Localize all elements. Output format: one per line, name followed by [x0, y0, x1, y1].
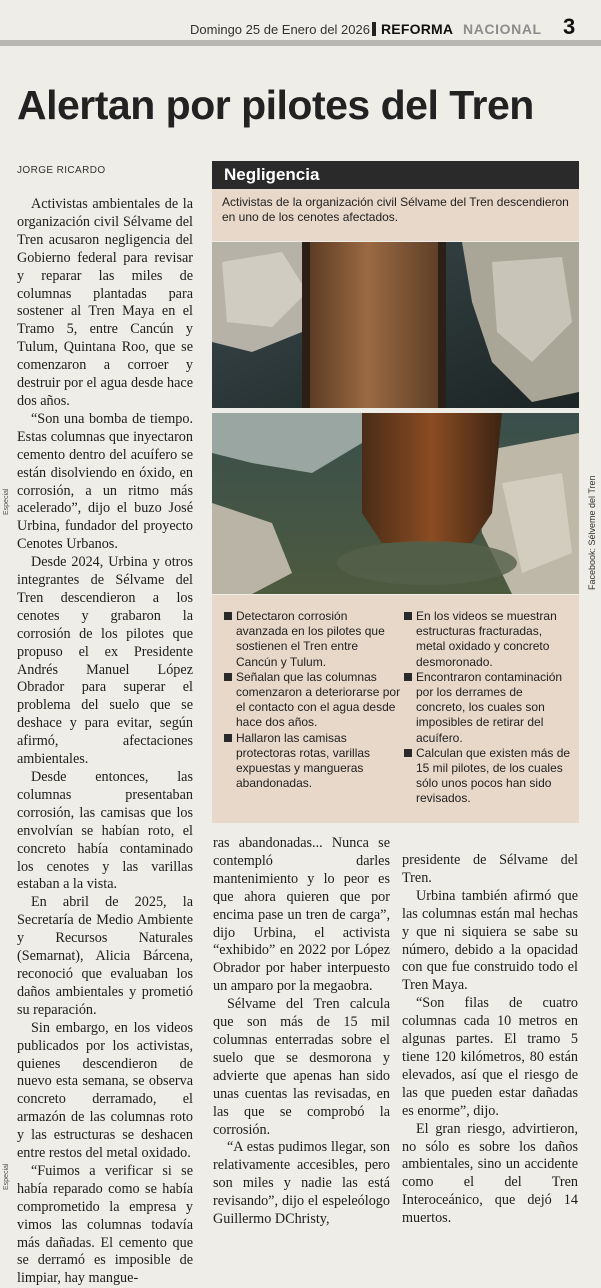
photo-pillar-underwater — [212, 242, 579, 408]
square-bullet-icon — [404, 673, 412, 681]
headline: Alertan por pilotes del Tren — [17, 82, 534, 128]
bullet-text: Hallaron las camisas protectoras rotas, varillas expuestas y mangueras abandonadas. — [236, 730, 371, 791]
issue-date: Domingo 25 de Enero del 2026 — [190, 22, 370, 37]
bullet-item — [224, 731, 402, 792]
paragraph: “Fuimos a verificar si se había reparado como se había comprometido la empresa y vimos las columnas todavía más dañadas. El cemento que se derramó es imposible de limpiar, hay mangue- — [17, 1162, 193, 1287]
paragraph: Desde 2024, Urbina y otros integrantes de Sélvame del Tren descendieron a los cenotes y grabaron la corrosión de los pilotes que propuso el ex Presidente Andrés Manuel López Obrador para superar el problema del suelo que se deshace y para evitar, según afirmó, afectaciones ambientales. — [17, 554, 193, 768]
bullet-item — [224, 670, 402, 731]
paragraph: Activistas ambientales de la organización civil Sélvame del Tren acusaron negligencia del Gobierno federal para revisar y reparar las miles de columnas plantadas para sostener al Tren Maya en el Tramo 5, entre Cancún y Tulum, Quintana Roo, que se comenzaron a corroer y destruir por el agua desde hace dos años. — [17, 196, 193, 409]
square-bullet-icon — [224, 673, 232, 681]
header-separator — [372, 22, 376, 36]
paragraph: “Son filas de cuatro columnas cada 10 metros en algunas partes. El tramo 5 tiene 120 kilómetros, 80 están elevados, así que el riesgo de las que pueden estar dañadas es enorme”, dijo. — [402, 995, 578, 1119]
bullet-text: Señalan que las columnas comenzaron a deteriorarse por el contacto con el agua desde hace dos años. — [236, 669, 401, 730]
bullet-text: Calculan que existen más de 15 mil pilotes, de los cuales sólo unos pocos han sido revisados. — [416, 745, 571, 806]
bullet-item — [404, 746, 574, 807]
article-column-2 — [213, 835, 390, 1229]
bullet-item — [404, 609, 574, 670]
side-credit-top: Especial — [3, 488, 10, 515]
bullet-text: En los videos se muestran estructuras fracturadas, metal oxidado y concreto desmoronado. — [416, 609, 557, 669]
square-bullet-icon — [224, 612, 232, 620]
paragraph: presidente de Sélvame del Tren. — [402, 852, 578, 886]
box-title: Negligencia — [224, 165, 320, 184]
paragraph: En abril de 2025, la Secretaría de Medio Ambiente y Recursos Naturales (Semarnat), Alicia Bárcena, reconoció que evaluaban los daños ambientales y prometió su reparación. — [17, 894, 193, 1018]
sidebar-box — [212, 157, 579, 822]
square-bullet-icon — [224, 734, 232, 742]
photo-corroded-pillar — [212, 413, 579, 594]
bullet-panel — [212, 595, 579, 823]
section-name: NACIONAL — [463, 21, 542, 37]
paragraph: Urbina también afirmó que las columnas están mal hechas y que ni siquiera se sabe su número, debido a la opacidad con que fue construido todo el Tren Maya. — [402, 887, 578, 994]
byline: JORGE RICARDO — [17, 165, 106, 176]
bullet-text: Encontraron contaminación por los derrames de concreto, los cuales son imposibles de retirar del acuífero. — [416, 669, 563, 745]
cenote-photo-bottom — [212, 413, 579, 594]
bullet-text: Detectaron corrosión avanzada en los pilotes que sostienen el Tren entre Cancún y Tulum. — [236, 609, 385, 669]
bullet-item — [224, 609, 402, 670]
paragraph: El gran riesgo, advirtieron, no sólo es sobre los daños ambientales, sino un accidente como el del Tren Interoceánico, que dejó 14 muertos. — [402, 1120, 578, 1227]
header-rule — [0, 40, 601, 46]
bullet-column-right — [404, 609, 574, 807]
newspaper-brand: REFORMA — [381, 21, 454, 37]
paragraph: “A estas pudimos llegar, son relativamente accesibles, pero son miles y nadie las está revisando”, dijo el espeleólogo Guillermo DChristy, — [213, 1139, 390, 1228]
paragraph: Desde entonces, las columnas presentaban corrosión, las camisas que los envolvían se habían roto, el concreto había contaminado los cenotes y las varillas estaban a la vista. — [17, 769, 193, 893]
paragraph: ras abandonadas... Nunca se contempló darles mantenimiento y lo peor es que ahora quieren que por encima pase un tren de carga”, dijo Urbina, el activista “exhibido” en 2022 por López Obrador por haber interpuesto un amparo por la megaobra. — [213, 835, 390, 995]
paragraph: “Son una bomba de tiempo. Estas columnas que inyectaron cemento dentro del acuífero se están disolviendo en óxido, en corrosión, a un ritmo más acelerado”, dijo el buzo José Urbina, fundador del proyecto Cenotes Urbanos. — [17, 410, 193, 553]
cenote-photo-top — [212, 242, 579, 408]
square-bullet-icon — [404, 749, 412, 757]
page-number: 3 — [563, 14, 576, 39]
paragraph: Sélvame del Tren calcula que son más de 15 mil columnas enterradas sobre el suelo que se desmorona y advierte que apenas han sido unas cuentas las revisadas, en las que se comprobó la corrosión. — [213, 996, 390, 1138]
bullet-column-left — [224, 609, 402, 791]
paragraph: Sin embargo, en los videos publicados por los activistas, quienes descendieron de nuevo esta semana, se observa concreto derramado, el armazón de las columnas roto y las estructuras se deshacen entre restos del metal oxidado. — [17, 1019, 193, 1162]
side-credit-bottom: Especial — [3, 1163, 10, 1190]
bullet-item — [404, 670, 574, 746]
article-column-1 — [17, 196, 193, 1288]
photo-caption: Activistas de la organización civil Sélvame del Tren descendieron en uno de los cenotes afectados. — [212, 189, 579, 241]
article-column-3 — [402, 852, 578, 1228]
square-bullet-icon — [404, 612, 412, 620]
box-title-bar — [212, 161, 579, 189]
page-header — [0, 0, 601, 40]
photo-credit: Facebook: Sélveme del Tren — [587, 475, 597, 590]
